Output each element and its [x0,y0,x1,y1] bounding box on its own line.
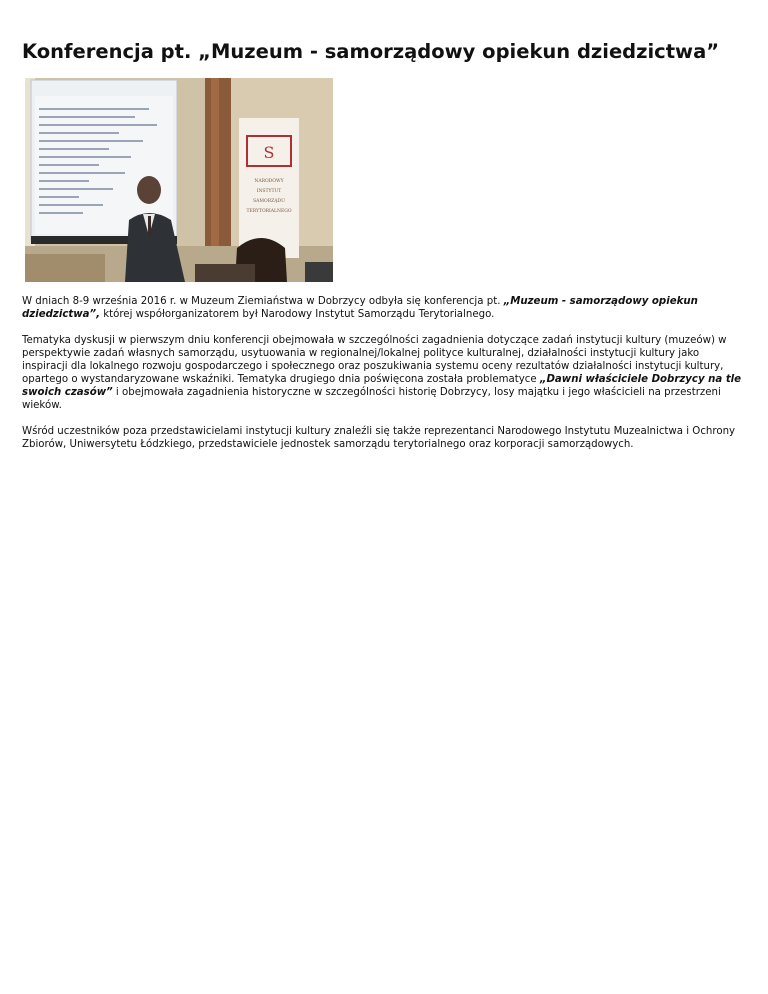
paragraph-2-text-end: i obejmowała zagadnienia historyczne w szczególności historię Dobrzycy, losy majątku i jego właścicieli na przestrzeni wieków. [22,387,721,411]
article-body [22,295,746,464]
logo-line-3: SAMORZĄDU [253,199,285,204]
paragraph-1-text: W dniach 8-9 września 2016 r. w Muzeum Ziemiaństwa w Dobrzycy odbyła się konferencja pt. [22,296,504,307]
day-two-topic: „Dawni właściciele Dobrzycy na tle swoich czasów” [22,374,742,398]
paragraph-2 [22,334,746,412]
paragraph-2-text: Tematyka dyskusji w pierwszym dniu konferencji obejmowała w szczególności zagadnienia dotyczące zadań instytucji kultury (muzeów) w perspektywie zadań własnych samorządu, usytuowania w regionalnej/lokalnej polityce kulturalnej, działalności instytucji kultury jako inspiracji dla lokalnego rozwoju gospodarczego i społecznego oraz poszukiwania systemu oceny rezultatów działalności instytucji kultury, opartego o wystandaryzowane wskaźniki. Tematyka drugiego dnia poświęcona została problematyce [22,335,727,385]
paragraph-1-text-end: której współorganizatorem był Narodowy Instytut Samorządu Terytorialnego. [99,309,495,320]
logo-line-2: INSTYTUT [256,189,282,194]
paragraph-3: Wśród uczestników poza przedstawicielami instytucji kultury znaleźli się także reprezentanci Narodowego Instytutu Muzealnictwa i Ochrony Zbiorów, Uniwersytetu Łódzkiego, przedstawiciele jednostek samorządu terytorialnego oraz korporacji samorządowych. [22,426,736,450]
logo-line-4: TERYTORIALNEGO [246,209,292,214]
conference-photo [25,78,333,282]
conference-name: „Muzeum - samorządowy opiekun dziedzictwa”, [22,296,698,320]
page-title: Konferencja pt. „Muzeum - samorządowy opiekun dziedzictwa” [22,40,720,63]
svg-text:S: S [263,143,275,162]
logo-line-1: NARODOWY [254,179,284,184]
paragraph-1 [22,295,746,321]
